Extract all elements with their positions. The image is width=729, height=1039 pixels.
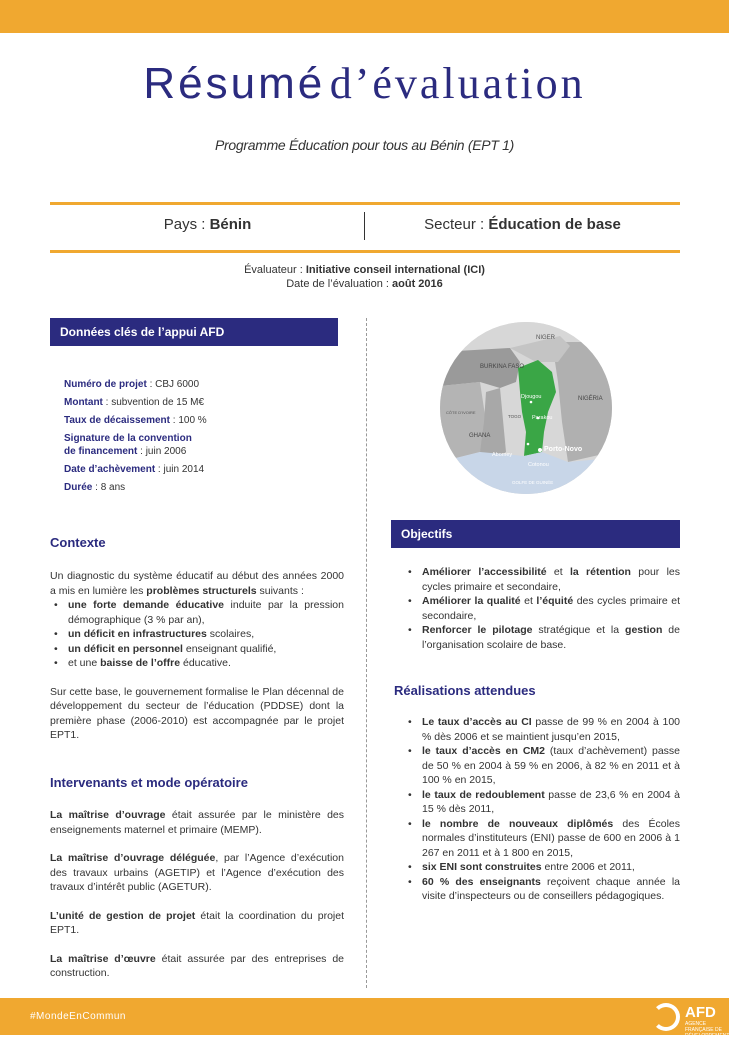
column-divider bbox=[366, 318, 367, 988]
map-label: GOLFE DE GUINÉE bbox=[512, 480, 554, 485]
section-contexte: Contexte bbox=[50, 535, 106, 550]
list-item: • un déficit en infrastructures scolaires, bbox=[50, 627, 344, 642]
list-item: • un déficit en personnel enseignant qualifié, bbox=[50, 642, 344, 657]
key-item: Numéro de projet : CBJ 6000 bbox=[64, 379, 200, 390]
list-item: • le taux d’accès en CM2 (taux d’achèvement) passe de 50 % en 2004 à 59 % en 2006, à 82 % en 2011 et à 100 % en 2015, bbox=[404, 744, 680, 788]
title-resume: Résumé bbox=[143, 59, 326, 108]
objectifs-header: Objectifs bbox=[391, 520, 680, 548]
realisations-body bbox=[404, 715, 680, 904]
list-item: • 60 % des enseignants reçoivent chaque année la visite d’inspecteurs ou de conseillers pédagogiques. bbox=[404, 875, 680, 904]
map-label: Porto-Novo bbox=[544, 446, 583, 453]
list-item: • une forte demande éducative induite par la pression démographique (3 % par an), bbox=[50, 598, 344, 627]
orange-rule-bottom bbox=[50, 250, 680, 253]
key-item: Signature de la convention de financement : juin 2006 bbox=[64, 433, 192, 457]
top-banner bbox=[0, 0, 729, 33]
key-item: Durée : 8 ans bbox=[64, 482, 126, 493]
logo-circle-icon bbox=[652, 1003, 680, 1031]
key-data-list bbox=[64, 378, 207, 499]
map-svg bbox=[440, 322, 612, 494]
map-label: TOGO bbox=[508, 414, 522, 419]
list-item: • le taux de redoublement passe de 23,6 % en 2004 à 15 % dès 2011, bbox=[404, 788, 680, 817]
list-item: • le nombre de nouveaux diplômés des Écoles normales d’instituteurs (ENI) passe de 600 en 2006 à 1 267 en 2011 et à 1 800 en 2015, bbox=[404, 817, 680, 861]
map-label: Cotonou bbox=[528, 462, 549, 468]
list-item: • Améliorer l’accessibilité et la rétention pour les cycles primaire et secondaire, bbox=[404, 565, 680, 594]
map-label: NIGER bbox=[536, 335, 556, 341]
map-label: Djougou bbox=[521, 394, 542, 400]
section-intervenants: Intervenants et mode opératoire bbox=[50, 775, 248, 790]
list-item: • Le taux d’accès au CI passe de 99 % en 2004 à 100 % dès 2006 et se maintient jusqu’en 2015, bbox=[404, 715, 680, 744]
page-title bbox=[0, 58, 729, 109]
list-item: • six ENI sont construites entre 2006 et 2011, bbox=[404, 860, 680, 875]
map-label: GHANA bbox=[469, 433, 491, 439]
sector-field: Secteur : Éducation de base bbox=[424, 216, 621, 233]
orange-rule-top bbox=[50, 202, 680, 205]
objectifs-body bbox=[404, 565, 680, 652]
intervenants-body: La maîtrise d’ouvrage était assurée par le ministère des enseignements maternel et primaire (MEMP). La maîtrise d’ouvrage déléguée, par l’Agence d’exécution des travaux urbains (AGETIP) et l’Agence d’exécution des travaux d’intérêt public (AGETUR). L’unité de gestion de projet était la coordination du projet EPT1. La maîtrise d’œuvre était assurée par des entreprises de construction. bbox=[50, 809, 345, 979]
contexte-body: Un diagnostic du système éducatif au début des années 2000 a mis en lumière les problèmes structurels suivants : • une forte demande éducative induite par la pression démographique (3 % par an), • un déficit en infrastructures scolaires, • un déficit en personnel enseignant qualifié, • et une baisse de l’offre éducative. Sur cette base, le gouvernement formalise le Plan décennal de développement du secteur de l’éducation (PDDSE) dont la première phase (2006-2010) est accompagnée par le projet EPT1. bbox=[50, 569, 344, 743]
key-item: Montant : subvention de 15 M€ bbox=[64, 397, 205, 408]
title-evaluation: d’évaluation bbox=[329, 59, 586, 108]
section-realisations: Réalisations attendues bbox=[394, 683, 536, 698]
map-label: CÔTE D’IVOIRE bbox=[446, 410, 476, 415]
map-label: Parakou bbox=[532, 415, 553, 421]
subtitle: Programme Éducation pour tous au Bénin (EPT 1) bbox=[214, 137, 515, 153]
afd-logo: AFD AGENCE FRANÇAISE DE DÉVELOPPEMENT bbox=[652, 1003, 722, 1031]
list-item: • Renforcer le pilotage stratégique et la gestion de l’organisation scolaire de base. bbox=[404, 623, 680, 652]
list-item: • et une baisse de l’offre éducative. bbox=[50, 656, 344, 671]
list-item: • Améliorer la qualité et l’équité des cycles primaire et secondaire, bbox=[404, 594, 680, 623]
map-label: Abomey bbox=[492, 452, 513, 458]
key-item: Date d’achèvement : juin 2014 bbox=[64, 464, 205, 475]
map-label: NIGÉRIA bbox=[578, 396, 603, 402]
map-label: BURKINA FASO bbox=[480, 364, 525, 370]
evaluation-info: Évaluateur : Initiative conseil international (ICI) Date de l’évaluation : août 2016 bbox=[244, 264, 485, 290]
key-data-header: Données clés de l’appui AFD bbox=[50, 318, 338, 346]
hashtag: #MondeEnCommun bbox=[30, 1011, 126, 1022]
key-item: Taux de décaissement : 100 % bbox=[64, 415, 207, 426]
benin-map bbox=[440, 322, 612, 494]
country-field: Pays : Bénin bbox=[163, 216, 252, 233]
